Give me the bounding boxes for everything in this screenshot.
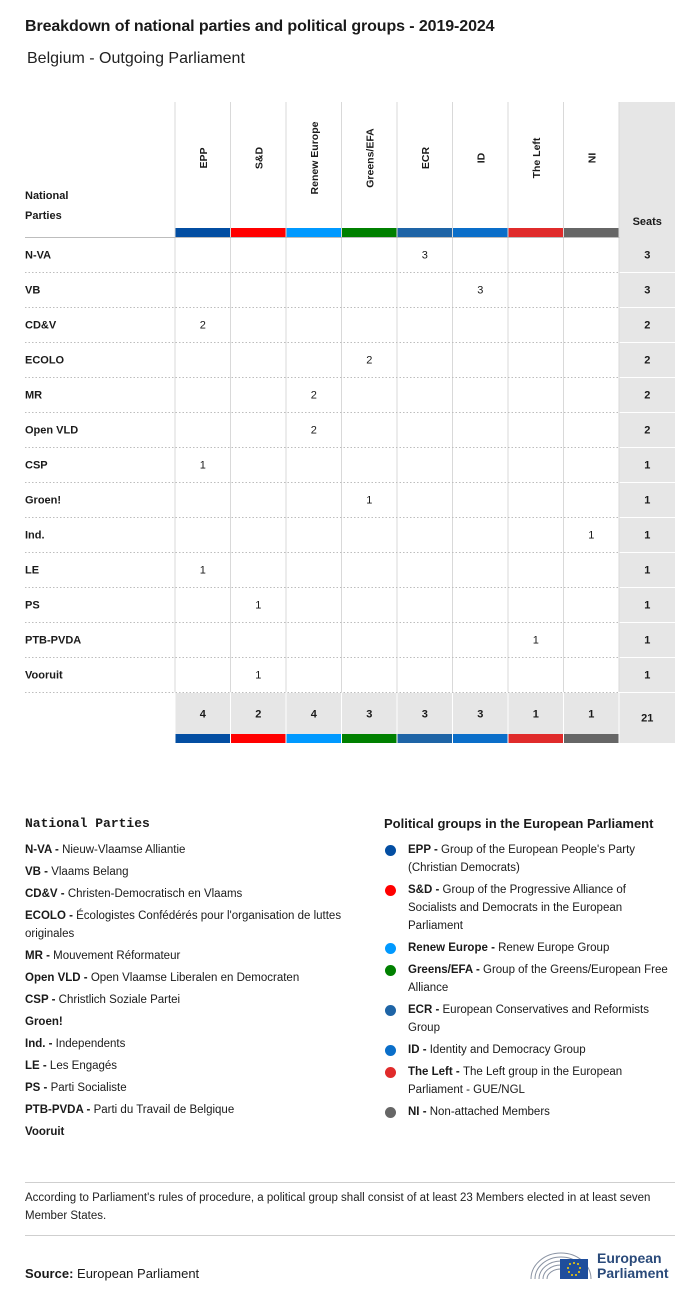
seats-total: 1 <box>644 529 651 542</box>
source-line <box>25 1266 199 1281</box>
national-party-name: Christen-Democratisch en Vlaams <box>67 888 243 900</box>
seat-count: 1 <box>199 564 206 577</box>
group-total: 4 <box>199 708 206 721</box>
group-color-bar <box>231 228 286 237</box>
seats-total: 2 <box>644 424 651 437</box>
group-color-dot-icon <box>385 965 396 976</box>
national-party-legend-item <box>25 969 345 987</box>
group-color-bar <box>176 228 231 237</box>
seats-total: 1 <box>644 494 651 507</box>
party-label: CSP <box>25 459 48 472</box>
group-color-bar-bottom <box>231 734 286 743</box>
national-party-name: Christlich Soziale Partei <box>58 994 181 1006</box>
divider <box>25 1182 675 1183</box>
party-label: Groen! <box>25 494 62 507</box>
party-label: Open VLD <box>25 424 79 437</box>
political-group-name: Group of the European People's Party (Christian Democrats) <box>408 844 636 874</box>
group-color-bar-bottom <box>564 734 619 743</box>
national-party-name: Nieuw-Vlaamse Alliantie <box>62 844 186 856</box>
national-party-legend-item <box>25 907 345 943</box>
political-group-legend-item <box>384 1041 674 1059</box>
seat-count: 2 <box>310 424 317 437</box>
national-party-abbr: PTB-PVDA - <box>25 1104 94 1116</box>
national-party-legend-item <box>25 1101 345 1119</box>
group-color-dot-icon <box>385 1067 396 1078</box>
political-group-name: Group of the Greens/European Free Alliance <box>408 964 668 994</box>
national-party-legend-item <box>25 1057 345 1075</box>
seats-total: 3 <box>644 284 651 297</box>
group-color-dot-icon <box>385 1107 396 1118</box>
seat-count: 3 <box>421 249 428 262</box>
national-party-legend-item <box>25 1035 345 1053</box>
group-color-bar <box>564 228 619 237</box>
national-party-legend-item <box>25 947 345 965</box>
seats-total: 2 <box>644 354 651 367</box>
group-color-dot-icon <box>385 845 396 856</box>
group-color-bar-bottom <box>509 734 564 743</box>
national-party-name: Parti Socialiste <box>50 1082 127 1094</box>
political-group-abbr: NI - <box>408 1106 430 1118</box>
national-party-abbr: Vooruit <box>25 1126 65 1138</box>
party-label: LE <box>25 564 40 577</box>
seat-count: 1 <box>255 599 262 612</box>
group-color-bar <box>398 228 453 237</box>
page-subtitle: Belgium - Outgoing Parliament <box>27 50 245 67</box>
row-header-label: National <box>25 190 69 202</box>
political-group-abbr: EPP - <box>408 844 442 856</box>
seat-count: 2 <box>199 319 206 332</box>
group-total: 1 <box>532 708 539 721</box>
political-group-legend-item <box>384 881 674 935</box>
group-header-label: S&D <box>253 146 266 170</box>
seat-count: 1 <box>366 494 373 507</box>
political-group-abbr: ECR - <box>408 1004 443 1016</box>
seats-total: 1 <box>644 634 651 647</box>
logo-line-2: Parliament <box>597 1265 669 1281</box>
political-group-legend-item <box>384 1001 674 1037</box>
group-color-bar-bottom <box>453 734 508 743</box>
national-party-legend-item <box>25 1013 345 1031</box>
political-group-name: Group of the Progressive Alliance of Socialists and Democrats in the European Parliament <box>408 884 626 932</box>
group-color-bar-bottom <box>342 734 397 743</box>
party-label: Ind. <box>25 529 45 542</box>
logo-text <box>597 1251 669 1281</box>
national-party-abbr: Ind. - <box>25 1038 56 1050</box>
seat-count: 1 <box>532 634 539 647</box>
group-total: 4 <box>310 708 317 721</box>
seat-count: 3 <box>477 284 484 297</box>
national-party-name: Parti du Travail de Belgique <box>93 1104 235 1116</box>
seats-total: 1 <box>644 459 651 472</box>
group-total: 3 <box>366 708 373 721</box>
national-party-abbr: ECOLO - <box>25 910 77 922</box>
political-group-name: The Left group in the European Parliament - GUE/NGL <box>408 1066 623 1096</box>
national-party-legend-item <box>25 1079 345 1097</box>
seats-total: 2 <box>644 389 651 402</box>
political-group-name: Renew Europe Group <box>498 942 610 954</box>
group-header-label: Greens/EFA <box>364 128 377 188</box>
seats-total: 1 <box>644 564 651 577</box>
national-party-abbr: N-VA - <box>25 844 63 856</box>
political-group-legend-item <box>384 939 674 957</box>
logo-line-1: European <box>597 1250 662 1266</box>
seat-count: 2 <box>366 354 373 367</box>
group-color-dot-icon <box>385 943 396 954</box>
seats-header: Seats <box>632 216 662 228</box>
group-color-dot-icon <box>385 885 396 896</box>
political-group-abbr: The Left - <box>408 1066 463 1078</box>
row-header-label: Parties <box>25 210 62 222</box>
political-group-abbr: S&D - <box>408 884 443 896</box>
political-group-name: European Conservatives and Reformists Group <box>408 1004 649 1034</box>
group-header-label: ID <box>475 152 488 164</box>
seats-total: 1 <box>644 669 651 682</box>
party-label: PS <box>25 599 40 612</box>
group-total: 3 <box>477 708 484 721</box>
party-label: Vooruit <box>25 669 63 682</box>
group-header-label: NI <box>586 152 599 164</box>
party-label: PTB-PVDA <box>25 634 82 647</box>
group-color-bar <box>287 228 342 237</box>
group-color-bar <box>342 228 397 237</box>
footnote: According to Parliament's rules of procedure, a political group shall consist of at least 23 Members elected in at least seven Member States. <box>25 1192 651 1222</box>
seat-count: 1 <box>588 529 595 542</box>
group-header-label: The Left <box>530 137 543 179</box>
political-groups-heading: Political groups in the European Parliament <box>384 816 654 831</box>
group-total: 1 <box>588 708 595 721</box>
national-party-abbr: LE - <box>25 1060 50 1072</box>
group-color-dot-icon <box>385 1005 396 1016</box>
party-label: ECOLO <box>25 354 65 367</box>
national-party-legend-item <box>25 841 345 859</box>
group-total: 3 <box>421 708 428 721</box>
party-label: CD&V <box>25 319 57 332</box>
national-party-legend-item <box>25 863 345 881</box>
group-color-bar-bottom <box>287 734 342 743</box>
group-color-bar-bottom <box>176 734 231 743</box>
political-groups-legend <box>384 816 674 1125</box>
political-group-abbr: Greens/EFA - <box>408 964 483 976</box>
group-header-label: EPP <box>197 147 210 169</box>
national-parties-legend <box>25 816 345 1145</box>
party-label: MR <box>25 389 43 402</box>
national-party-abbr: Groen! <box>25 1016 63 1028</box>
seats-total: 1 <box>644 599 651 612</box>
group-header-label: ECR <box>419 146 432 170</box>
national-party-abbr: Open VLD - <box>25 972 91 984</box>
page-title: Breakdown of national parties and political groups - 2019-2024 <box>25 18 495 35</box>
seats-total: 3 <box>644 249 651 262</box>
political-group-abbr: ID - <box>408 1044 430 1056</box>
seats-total: 2 <box>644 319 651 332</box>
political-group-abbr: Renew Europe - <box>408 942 499 954</box>
seat-count: 1 <box>255 669 262 682</box>
political-group-legend-item <box>384 961 674 997</box>
grand-total: 21 <box>641 712 654 725</box>
group-color-bar <box>453 228 508 237</box>
national-party-name: Open Vlaamse Liberalen en Democraten <box>90 972 300 984</box>
national-party-name: Independents <box>55 1038 126 1050</box>
seat-count: 1 <box>199 459 206 472</box>
national-party-name: Les Engagés <box>49 1060 118 1072</box>
divider <box>25 1235 675 1236</box>
source-value: European Parliament <box>77 1266 200 1281</box>
national-party-name: Vlaams Belang <box>51 866 129 878</box>
seats-column-bg <box>620 102 676 743</box>
national-party-legend-item <box>25 991 345 1009</box>
political-group-name: Identity and Democracy Group <box>429 1044 586 1056</box>
political-group-legend-item <box>384 841 674 877</box>
national-party-abbr: VB - <box>25 866 52 878</box>
political-group-legend-item <box>384 1063 674 1099</box>
group-color-bar-bottom <box>398 734 453 743</box>
national-party-name: Mouvement Réformateur <box>53 950 181 962</box>
group-color-dot-icon <box>385 1045 396 1056</box>
group-total: 2 <box>255 708 262 721</box>
political-group-legend-item <box>384 1103 674 1121</box>
political-group-name: Non-attached Members <box>429 1106 550 1118</box>
group-header-label: Renew Europe <box>308 121 321 195</box>
source-label: Source: <box>25 1266 74 1281</box>
national-parties-heading: National Parties <box>25 816 150 831</box>
seat-count: 2 <box>310 389 317 402</box>
party-label: N-VA <box>25 249 52 262</box>
national-party-abbr: CSP - <box>25 994 59 1006</box>
national-party-abbr: MR - <box>25 950 54 962</box>
national-party-legend-item <box>25 885 345 903</box>
national-party-abbr: PS - <box>25 1082 51 1094</box>
national-party-name: Écologistes Confédérés pour l'organisation de luttes originales <box>25 910 342 940</box>
national-party-legend-item <box>25 1123 345 1141</box>
national-party-abbr: CD&V - <box>25 888 68 900</box>
party-label: VB <box>25 284 41 297</box>
group-color-bar <box>509 228 564 237</box>
